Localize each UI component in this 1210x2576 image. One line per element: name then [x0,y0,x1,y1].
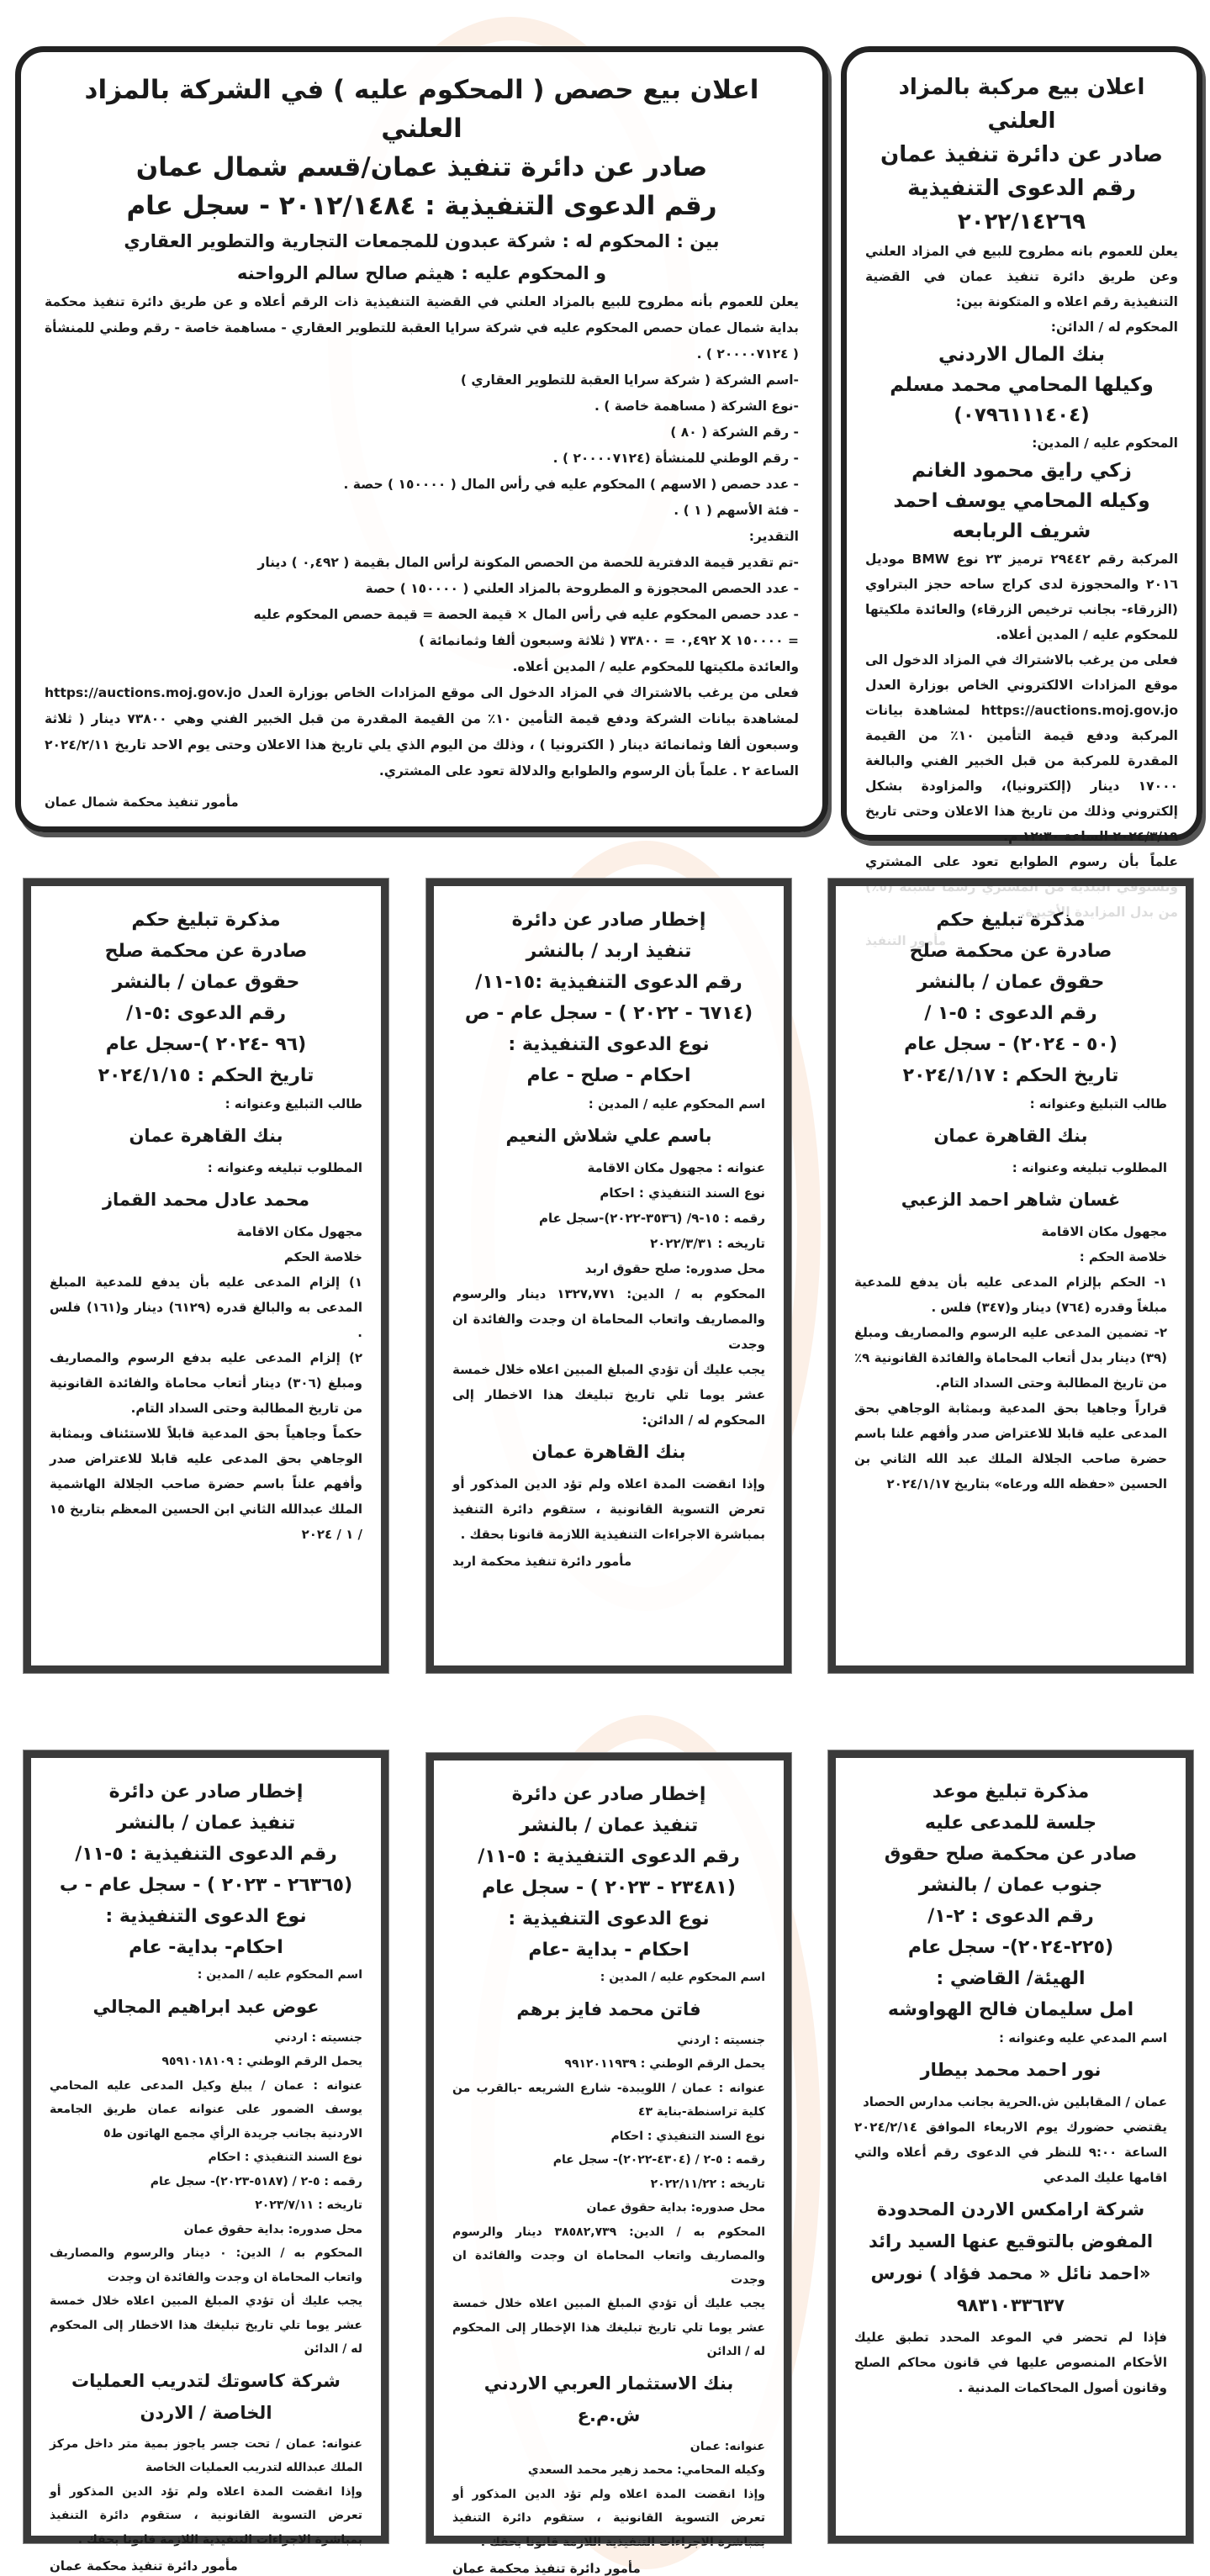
notice-signature: مأمور دائرة تنفيذ محكمة عمان [50,2558,238,2573]
notice-paragraph: حكماً وجاهياً بحق المدعية قابلاً للاستئناف وبمثابة الوجاهي بحق المدعى عليه قابلا للاعتراض صدر وأفهم علناً باسم حضرة صاحب الجلالة الهاشمية الملك عبدالله الثاني ابن الحسين المعظم بتاريخ ١٥ / ١ / ٢٠٢٤ [50,1426,362,1542]
notice-signature: مأمور دائرة تنفيذ محكمة عمان [452,2561,641,2576]
notice-heading: نوع الدعوى التنفيذية : [508,1034,710,1055]
notice-paragraph: اسم المحكوم عليه / المدين : [588,1096,765,1111]
notice-paragraph: والعائدة ملكيتها للمحكوم عليه / المدين أعلاه. [512,659,799,674]
notice-paragraph: تاريخه : ٢٠٢٣/٧/١١ [255,2199,362,2212]
notice-heading: تنفيذ عمان / بالنشر [519,1815,699,1836]
notice-party-name: شركة ارامكس الاردن المحدودة المفوض بالتوقيع عنها السيد رائد «احمد نائل « محمد فؤاد ) نورس ٩٨٣١٠٣٣٦٣٧ [868,2199,1154,2315]
notice-paragraph: وإذا انقضت المدة اعلاه ولم تؤد الدين المذكور أو تعرض التسوية القانونية ، ستقوم دائرة التنفيذ بمباشرة الاجراءات التنفيذية اللازمة قانونا بحقك . [452,1476,765,1542]
notice-paragraph: رقمه : ١٥-٩/ (٣٥٣٦-٢٠٢٢)-سجل عام [539,1211,765,1226]
notice-heading: اعلان بيع حصص ( المحكوم عليه ) في الشركة بالمزاد العلني [84,75,759,144]
notice-paragraph: جنسيته : اردني [274,2030,362,2045]
notice-heading: صادر عن دائرة تنفيذ عمان/قسم شمال عمان [135,152,708,182]
notice-paragraph: = ١٥٠٠٠٠ X ٠,٤٩٢ = ٧٣٨٠٠ ( ثلاثة وسبعون ألفا وثمانمائة ) [418,633,799,648]
notice-heading: نوع الدعوى التنفيذية : [508,1908,710,1929]
notice-heading: صادرة عن محكمة صلح [909,941,1112,962]
notice-paragraph: مجهول مكان الاقامة [1041,1224,1167,1239]
notice-paragraph: عمان / المقابلين ش.الحرية بجانب مدارس الحصاد [863,2094,1167,2109]
notice-paragraph: خلاصة الحكم [283,1249,362,1264]
notice-judgment-qammaz [24,879,388,1673]
notice-heading: (٢٣٤٨١ - ٢٠٢٣ ) - سجل عام [482,1877,736,1898]
notice-heading: جلسة للمدعى عليه [924,1813,1097,1834]
notice-paragraph: يقتضي حضورك يوم الاربعاء الموافق ٢٠٢٤/٢/١٤ الساعة ٩:٠٠ للنظر في الدعوى رقم أعلاه والتي اقامها عليك المدعي [854,2119,1167,2185]
notice-party-name: غسان شاهر احمد الزعبي [901,1190,1121,1210]
notice-party-name: وكيلها المحامي محمد مسلم [890,374,1154,396]
notice-hearing-summons [828,1750,1193,2543]
notice-paragraph: قراراً وجاهيا بحق المدعية وبمثابة الوجاهي بحق المدعى عليه قابلا للاعتراض صدر وأفهم علنا باسم حضرة صاحب الجلالة الملك عبد الله الثاني بن الحسين «حفظه الله ورعاه» بتاريخ ٢٠٢٤/١/١٧ [854,1401,1167,1491]
notice-party-name: و المحكوم عليه : هيثم صالح سالم الرواحنه [236,263,607,283]
notice-heading: الهيئة/ القاضي : [936,1968,1086,1989]
notice-heading: مذكرة تبليغ موعد [932,1782,1090,1803]
notice-paragraph: طالب التبليغ وعنوانه : [225,1096,362,1111]
notice-heading: جنوب عمان / بالنشر [918,1875,1103,1896]
notice-heading: إخطار صادر عن دائرة [511,910,706,931]
notice-heading: اعلان بيع مركبة بالمزاد العلني [898,75,1145,134]
notice-heading: رقم الدعوى :٥-١/ [126,1003,286,1024]
notice-irbid-execution [426,879,791,1673]
notice-heading: صادرة عن محكمة صلح [104,941,308,962]
notice-paragraph: - رقم الوطني للمنشأة (٢٠٠٠٠٧١٢٤ ) . [552,451,799,466]
notice-heading: حقوق عمان / بالنشر [112,972,300,993]
notice-paragraph: تاريخه : ٢٠٢٢/١١/٢٢ [650,2177,765,2191]
notice-paragraph: ١- الحكم بإلزام المدعى عليه بأن يدفع للمدعية مبلغاً وقدره (٧٦٤) دينار و(٣٤٧) فلس . [854,1275,1167,1315]
notice-paragraph: المطلوب تبليغه وعنوانه : [1012,1160,1167,1175]
notice-heading: (٢٢٥-٢٠٢٤)- سجل عام [907,1937,1114,1958]
notice-paragraph: المحكوم عليه / المدين: [1032,435,1178,451]
notice-heading: رقم الدعوى التنفيذية : ٢٠١٢/١٤٨٤ - سجل عام [126,191,717,221]
notice-paragraph: فإذا لم تحضر في الموعد المحدد تطبق عليك الأحكام المنصوص عليها في قانون محاكم الصلح وقانون أصول المحاكمات المدنية . [854,2330,1167,2395]
notice-judgment-ghassan [828,879,1193,1673]
notice-paragraph: -تم تقدير قيمة الدفترية للحصة من الحصص المكونة لرأس المال بقيمة ( ٠,٤٩٢ ) دينار [257,555,799,570]
notice-paragraph: عنوانه : مجهول مكان الاقامة [587,1160,765,1175]
notice-party-name: (٠٧٩٦١١١٤٠٤) [954,404,1090,426]
notice-heading: (٢٦٣٦٥ - ٢٠٢٣ ) - سجل عام - ب [59,1875,353,1896]
notice-party-name: بين : المحكوم له : شركة عبدون للمجمعات التجارية والتطوير العقاري [124,231,720,251]
notice-shares-auction [15,46,828,832]
notice-paragraph: وإذا انقضت المدة اعلاه ولم تؤد الدين المذكور أو تعرض التسوية القانونية ، ستقوم دائرة التنفيذ بمباشرة الاجراءات التنفيذية اللازمة قانونا بحقك . [50,2484,362,2547]
notice-heading: (٥٠ - ٢٠٢٤) - سجل عام [904,1034,1118,1055]
notice-heading: صادر عن دائرة تنفيذ عمان [880,142,1163,167]
notice-paragraph: المحكوم به / الدين: ٠ دينار والرسوم والمصاريف واتعاب المحاماة ان وجدت والفائدة ان وجدت [50,2246,362,2284]
notice-heading: تاريخ الحكم : ٢٠٢٤/١/١٥ [98,1065,314,1086]
notice-vehicle-auction [841,46,1202,869]
notice-heading: (٩٦ -٢٠٢٤ )-سجل عام [105,1034,307,1055]
notice-paragraph: المحكوم له / الدائن: [1050,319,1178,335]
notice-paragraph: يعلن للعموم بانه مطروح للبيع في المزاد العلني وعن طريق دائرة تنفيذ عمان في القضية التنفيذية رقم اعلاه و المتكونة بين: [865,244,1178,309]
notice-paragraph: - عدد حصص المحكوم عليه في رأس المال × قيمة الحصة = قيمة حصص المحكوم عليه [253,607,799,622]
notice-paragraph: - رقم الشركة ( ٨٠ ) [670,425,799,440]
notice-paragraph: -نوع الشركة ( مساهمة خاصة ) . [594,399,799,414]
notice-paragraph: يعلن للعموم بأنه مطروح للبيع بالمزاد العلني في القضية التنفيذية ذات الرقم أعلاه و عن طريق دائرة تنفيذ محكمة بداية شمال عمان حصص المحكوم عليه في شركة سرايا العقبة للتطوير العقاري - مساهمة خاصة - رقم وطني للمنشأة ( ٢٠٠٠٠٧١٢٤ ) . [45,294,799,362]
notice-paragraph: يجب عليك أن تؤدي المبلغ المبين اعلاه خلال خمسة عشر يوما تلي تاريخ تبليغك هذا الاخطار إلى المحكوم له / الدائن [50,2294,362,2356]
notice-paragraph: فعلى من يرغب بالاشتراك في المزاد الدخول الى موقع المزادات الخاص بوزارة العدل https://auctions.moj.gov.jo لمشاهدة بيانات الشركة ودفع قيمة التأمين ١٠٪ من القيمة المقدرة من قبل الخبير الفني وهي ٧٣٨٠٠ دينار ( ثلاثة وسبعون ألفا وثمانمائة دينار ( الكترونيا ) ، وذلك من اليوم الذي يلي تاريخ هذا الاعلان وحتى يوم الاحد تاريخ ٢٠٢٤/٢/١١ الساعة ٢ . علماً بأن الرسوم والطوابع والدلالة تعود على المشتري. [45,685,799,779]
notice-heading: رقم الدعوى التنفيذية : ٥-١١/ [478,1846,740,1867]
notice-paragraph: اسم المحكوم عليه / المدين : [600,1971,765,1984]
notice-paragraph: - عدد الحصص المحجوزة و المطروحة بالمزاد العلني ( ١٥٠٠٠٠ ) حصة [365,581,799,596]
notice-paragraph: فعلى من يرغب بالاشتراك في المزاد الدخول الى موقع المزادات الالكتروني الخاص بوزارة العدل https://auctions.moj.gov.jo لمشاهدة بيانات المركبة ودفع قيمة التأمين ١٠٪ من القيمة المقدرة للمركبة من قبل الخبير الفني والبالغة ١٧٠٠٠ دينار (إلكترونيا)، والمزاودة بشكل إلكتروني وذلك من تاريخ هذا الاعلان وحتى تاريخ ٢٠٢٤/٣/١٩ الساعة ١٢:٣٠ م. [865,652,1178,844]
notice-amman-execution-barham [426,1753,791,2576]
notice-heading: إخطار صادر عن دائرة [108,1782,304,1803]
notice-party-name: فاتن محمد فايز برهم [516,1998,701,2019]
notice-heading: تنفيذ اربد / بالنشر [526,941,692,962]
notice-paragraph: محل صدوره: بداية حقوق عمان [183,2222,362,2236]
notice-party-name: بنك القاهرة عمان [129,1126,283,1146]
notice-amman-execution-majali [24,1750,388,2573]
notice-heading: احكام - بداية -عام [528,1940,690,1961]
notice-party-name: محمد عادل محمد القماز [102,1190,310,1210]
notice-heading: رقم الدعوى : ٢-١/ [927,1906,1094,1927]
notice-paragraph: علماً بأن رسوم الطوابع تعود على المشتري [865,854,1178,869]
notice-signature: مأمور تنفيذ محكمة شمال عمان [45,794,239,810]
notice-party-name: بنك القاهرة عمان [531,1442,686,1462]
notice-paragraph: وكيله المحامي: محمد زهير محمد السعدي [527,2463,765,2477]
notice-paragraph: رقمه : ٥-٢ / (٥١٨٧-٢٠٢٣)- سجل عام [150,2174,362,2188]
notice-paragraph: اسم المحكوم عليه / المدين : [197,1968,362,1982]
notice-paragraph: يحمل الرقم الوطني : ٩٥٩١٠١٨١٠٩ [161,2055,362,2068]
notice-paragraph: المركبة رقم ٢٩٤٤٢ ترميز ٢٣ نوع BMW موديل ٢٠١٦ والمحجوزة لدى كراج ساحه حجز البتراوي (الزرقاء- بجانب ترخيص الزرقاء) والعائدة ملكيتها للمحكوم عليه / المدين أعلاه. [865,552,1179,642]
notice-paragraph: ٢) إلزام المدعى عليه بدفع الرسوم والمصاريف ومبلغ (٣٠٦) دينار أتعاب محاماة والفائدة القانونية من تاريخ المطالبة وحتى السداد التام. [50,1350,363,1416]
notice-paragraph: يجب عليك أن تؤدي المبلغ المبين اعلاه خلال خمسة عشر يوما تلي تاريخ تبليغك هذا الاخطار إلى المحكوم له / الدائن: [452,1362,765,1428]
notice-heading: (٦٧١٤ - ٢٠٢٢ ) - سجل عام - ص [464,1003,753,1024]
notice-paragraph: يحمل الرقم الوطني : ٩٩١٢٠١١٩٣٩ [564,2057,765,2071]
notice-paragraph: نوع السند التنفيذي : احكام [610,2129,765,2143]
notice-paragraph: تاريخه : ٢٠٢٢/٣/٣١ [650,1236,765,1251]
notice-paragraph: نوع السند التنفيذي : احكام [600,1185,765,1201]
notice-party-name: وكيله المحامي يوسف احمد شريف الربابعه [893,490,1150,542]
notice-party-name: زكي رايق محمود الغانم [911,460,1132,482]
notice-paragraph: ٢- تضمين المدعى عليه الرسوم والمصاريف ومبلغ (٣٩) دينار بدل أتعاب المحاماة والفائدة القانونية ٩٪ من تاريخ المطالبة وحتى السداد التام. [854,1325,1167,1391]
notice-heading: امل سليمان فالح الهواوشه [887,1999,1134,2020]
notice-paragraph: المحكوم به / الدين: ٣٨٥٨٢,٧٣٩ دينار والرسوم والمصاريف واتعاب المحاماة ان وجدت والفائدة ان وجدت [452,2225,765,2287]
notice-paragraph: التقدير: [748,529,799,544]
notice-party-name: بنك القاهرة عمان [933,1126,1088,1146]
notice-heading: تاريخ الحكم : ٢٠٢٤/١/١٧ [902,1065,1119,1086]
notice-heading: رقم الدعوى التنفيذية :١٥-١١/ [475,972,742,993]
notice-heading: صادر عن محكمة صلح حقوق [884,1844,1138,1865]
notice-paragraph: عنوانه : عمان / يبلغ وكيل المدعى عليه المحامي يوسف الضمور على عنوانه عمان طريق الجامعة الاردنية بجانب جريدة الرأي مجمع الهاتون ط٥ [50,2078,362,2141]
notice-paragraph: اسم المدعي عليه وعنوانه : [998,2030,1167,2045]
notice-party-name: نور احمد محمد بيطار [920,2060,1102,2080]
notice-paragraph: - عدد حصص ( الاسهم ) المحكوم عليه في رأس المال ( ١٥٠٠٠٠ ) حصة . [343,477,799,492]
notice-heading: مذكرة تبليغ حكم [936,910,1086,931]
notice-party-name: بنك المال الاردني [938,344,1105,366]
notice-party-name: شركة كاسوتك لتدريب العمليات الخاصة / الاردن [71,2370,341,2423]
notice-heading: تنفيذ عمان / بالنشر [116,1813,296,1834]
notice-paragraph: المحكوم به / الدين: ١٣٢٧,٧٧١ دينار والرسوم والمصاريف واتعاب المحاماة ان وجدت والفائدة ان وجدت [452,1286,765,1352]
notice-paragraph: يجب عليك أن تؤدي المبلغ المبين اعلاه خلال خمسة عشر يوما تلي تاريخ تبليغك هذا الإخطار إلى المحكوم له / الدائن [452,2297,765,2358]
notice-paragraph: المطلوب تبليغه وعنوانه : [207,1160,362,1175]
notice-heading: حقوق عمان / بالنشر [917,972,1105,993]
notice-paragraph: محل صدوره: بداية حقوق عمان [586,2201,765,2214]
notice-heading: رقم الدعوى التنفيذية ٢٠٢٢/١٤٢٦٩ [907,176,1136,235]
notice-paragraph: نوع السند التنفيذي : احكام [208,2151,362,2164]
notice-party-name: بنك الاستثمار العربي الاردني ش.م.ع [483,2373,734,2426]
notice-paragraph: عنوانه: عمان / تحت جسر ياجوز بمية متر داخل مركز الملك عبدالله لتدريب العمليات الخاصة [50,2436,362,2474]
notice-paragraph: عنوانه: عمان [690,2439,765,2453]
notice-paragraph: رقمه : ٥-٢ / (٤٣٠٤-٢٠٢٢)- سجل عام [552,2153,765,2167]
notice-party-name: باسم علي شلاش النعيم [505,1126,712,1146]
notice-paragraph: خلاصة الحكم : [1079,1249,1167,1264]
notice-heading: رقم الدعوى : ٥-١ / [924,1003,1097,1024]
notice-heading: إخطار صادر عن دائرة [511,1784,706,1805]
notice-paragraph: -اسم الشركة ( شركة سرايا العقبة للتطوير العقاري ) [460,372,799,388]
notice-heading: احكام - صلح - عام [526,1065,691,1086]
notice-paragraph: مجهول مكان الاقامة [236,1224,362,1239]
notice-paragraph: - فئة الأسهم ( ١ ) . [674,503,799,518]
notice-signature: مأمور دائرة تنفيذ محكمة اربد [452,1554,632,1569]
notice-heading: رقم الدعوى التنفيذية : ٥-١١/ [75,1844,337,1865]
notice-heading: نوع الدعوى التنفيذية : [105,1906,307,1927]
notice-paragraph: وإذا انقضت المدة اعلاه ولم تؤد الدين المذكور أو تعرض التسوية القانونية ، ستقوم دائرة التنفيذ بمباشرة الاجراءات التنفيذية اللازمة قانونا بحقك . [452,2487,765,2549]
notice-paragraph: جنسيته : اردني [677,2033,765,2047]
notice-paragraph: ١) إلزام المدعى عليه بأن يدفع للمدعية المبلغ المدعى به والبالغ قدره (٦١٢٩) دينار و(١٦١) فلس . [50,1275,363,1340]
notice-heading: احكام- بداية- عام [129,1937,283,1958]
notice-party-name: عوض عبد ابراهيم المجالي [92,1996,320,2017]
notice-heading: مذكرة تبليغ حكم [131,910,281,931]
notice-paragraph: محل صدوره: صلح حقوق اربد [584,1261,765,1276]
notice-paragraph: طالب التبليغ وعنوانه : [1029,1096,1167,1111]
notice-paragraph: عنوانه : عمان / اللويبدة- شارع الشريعه -بالقرب من كلية تراسنطة-بناية ٤٣ [452,2081,765,2119]
